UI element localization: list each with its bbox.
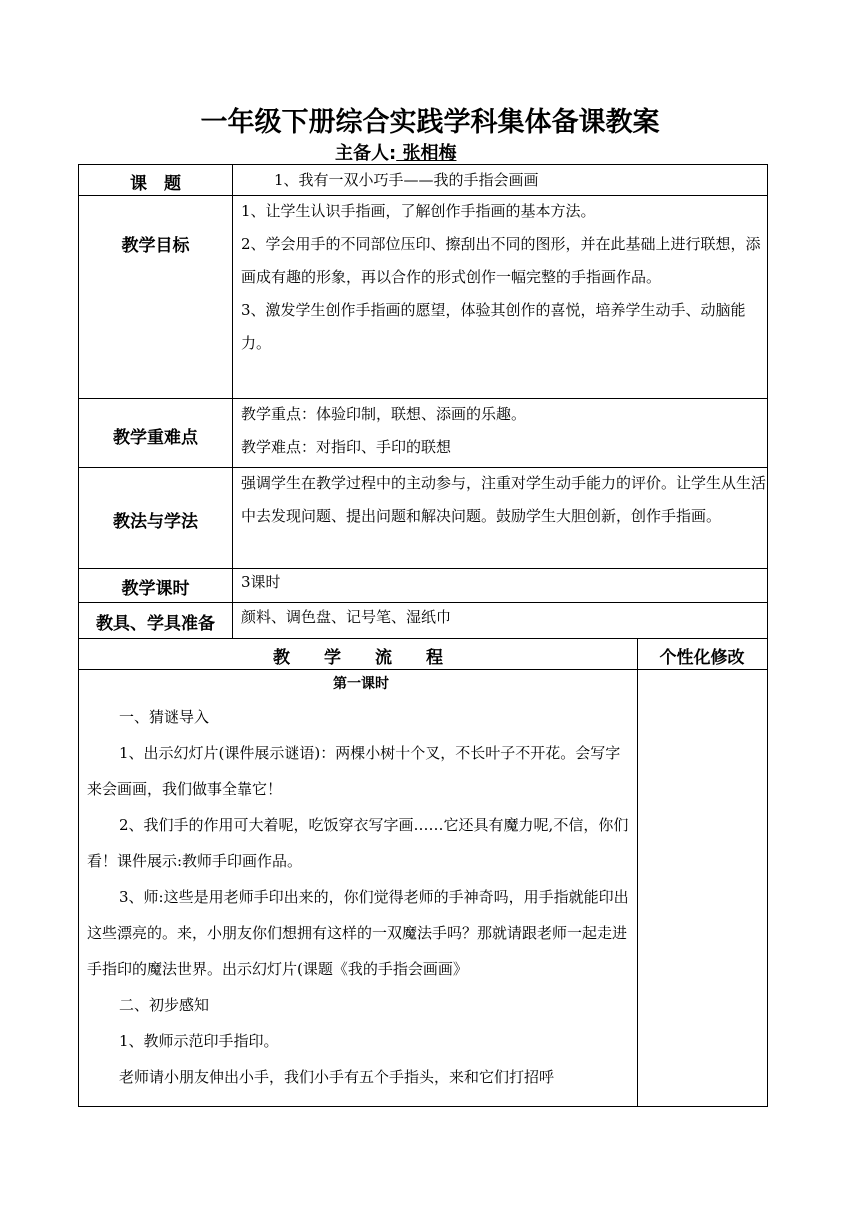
lesson-plan-table bbox=[78, 164, 768, 1107]
keypoint-item: 教学重点：体验印制，联想、添画的乐趣。 bbox=[241, 405, 527, 423]
lesson-heading: 第一课时 bbox=[333, 676, 389, 692]
document-title: 一年级下册综合实践学科集体备课教案 bbox=[200, 107, 660, 138]
flow-paragraph: 1、出示幻灯片(课件展示谜语)：两棵小树十个叉，不长叶子不开花。会写字来会画画，我们做事全靠它！ bbox=[87, 744, 621, 798]
modify-header: 个性化修改 bbox=[659, 648, 745, 668]
goal-item: 2、学会用手的不同部位压印、擦刮出不同的图形，并在此基础上进行联想，添画成有趣的形象，再以合作的形式创作一幅完整的手指画作品。 bbox=[241, 235, 761, 286]
topic-label: 课 题 bbox=[130, 174, 181, 194]
column-divider bbox=[637, 638, 638, 1106]
preparer-name: 张相梅 bbox=[396, 143, 457, 164]
goals-label: 教学目标 bbox=[121, 236, 190, 256]
topic-value: 1、我有一双小巧手——我的手指会画画 bbox=[274, 171, 539, 189]
preparer-line bbox=[335, 139, 456, 165]
methods-value: 强调学生在教学过程中的主动参与，注重对学生动手能力的评价。让学生从生活中去发现问题、提出问题和解决问题。鼓励学生大胆创新，创作手指画。 bbox=[241, 474, 767, 525]
flow-header: 教 学 流 程 bbox=[273, 648, 443, 668]
tools-label: 教具、学具准备 bbox=[96, 614, 215, 634]
row-divider bbox=[79, 638, 767, 639]
goal-item: 1、让学生认识手指画，了解创作手指画的基本方法。 bbox=[241, 202, 596, 220]
methods-label: 教法与学法 bbox=[113, 512, 198, 532]
column-divider bbox=[232, 165, 233, 638]
goals-value bbox=[241, 195, 767, 360]
hours-label: 教学课时 bbox=[121, 579, 190, 599]
flow-paragraph: 老师请小朋友伸出小手，我们小手有五个手指头，来和它们打招呼 bbox=[119, 1068, 555, 1086]
flow-paragraph: 3、师:这些是用老师手印出来的，你们觉得老师的手神奇吗，用手指就能印出这些漂亮的。来，小朋友你们想拥有这样的一双魔法手吗？那就请跟老师一起走进手指印的魔法世界。出示幻灯片(课题《我的手指会画画》 bbox=[87, 888, 629, 978]
tools-value: 颜料、调色盘、记号笔、湿纸巾 bbox=[241, 608, 452, 626]
flow-paragraph: 一、猜谜导入 bbox=[119, 708, 210, 726]
flow-content bbox=[87, 669, 635, 1095]
flow-paragraph: 1、教师示范印手指印。 bbox=[119, 1032, 279, 1050]
preparer-label: 主备人: bbox=[335, 143, 397, 164]
goal-item: 3、激发学生创作手指画的愿望，体验其创作的喜悦，培养学生动手、动脑能力。 bbox=[241, 301, 746, 352]
flow-paragraph: 2、我们手的作用可大着呢，吃饭穿衣写字画……它还具有魔力呢,不信，你们看！课件展示:教师手印画作品。 bbox=[87, 816, 629, 870]
hours-value: 3课时 bbox=[241, 573, 281, 591]
keypoint-item: 教学难点：对指印、手印的联想 bbox=[241, 438, 452, 456]
flow-paragraph: 二、初步感知 bbox=[119, 996, 210, 1014]
keypoints-label: 教学重难点 bbox=[113, 428, 198, 448]
keypoints-value bbox=[241, 398, 767, 464]
